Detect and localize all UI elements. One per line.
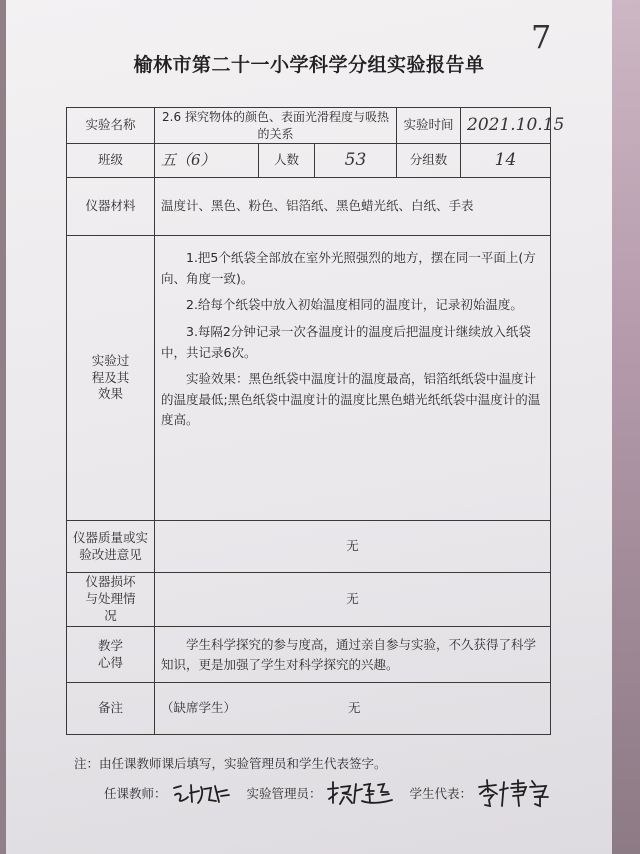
report-table xyxy=(66,107,565,735)
row-remarks xyxy=(67,683,551,735)
signature-line xyxy=(104,778,572,808)
admin-signature xyxy=(326,779,396,807)
row-quality xyxy=(67,521,551,573)
remarks-label: 备注 xyxy=(67,683,155,735)
damage-label: 仪器损坏与处理情况 xyxy=(67,573,155,627)
name-value: 2.6 探究物体的颜色、表面光滑程度与吸热的关系 xyxy=(155,108,397,144)
report-sheet xyxy=(6,0,612,854)
page-title: 榆林市第二十一小学科学分组实验报告单 xyxy=(133,54,485,76)
footer-note: 注：由任课教师课后填写，实验管理员和学生代表签字。 xyxy=(74,756,387,771)
absent-label: （缺席学生） xyxy=(161,700,237,716)
admin-signature-icon xyxy=(326,779,396,807)
count-value: 53 xyxy=(315,144,397,178)
process-content xyxy=(155,236,551,521)
row-experiment-name xyxy=(67,108,551,144)
row-damage xyxy=(67,573,551,627)
process-label: 实验过程及其效果 xyxy=(67,236,155,521)
page-number: 7 xyxy=(531,18,552,56)
process-result: 实验效果：黑色纸袋中温度计的温度最高，铝箔纸纸袋中温度计的温度最低;黑色纸袋中温度计的温度比黑色蜡光纸纸袋中温度计的温度高。 xyxy=(161,371,541,428)
process-step-3: 3.每隔2分钟记录一次各温度计的温度后把温度计继续放入纸袋中，共记录6次。 xyxy=(161,323,531,360)
row-process xyxy=(67,236,551,521)
count-label: 人数 xyxy=(259,144,315,178)
student-signature-icon xyxy=(476,778,558,808)
remarks-value: 无 xyxy=(348,700,361,716)
teacher-signature-icon xyxy=(171,780,233,806)
damage-value: 无 xyxy=(155,573,551,627)
quality-label: 仪器质量或实验改进意见 xyxy=(67,521,155,573)
groups-label: 分组数 xyxy=(397,144,461,178)
experience-label: 教学心得 xyxy=(67,627,155,683)
row-materials xyxy=(67,178,551,236)
class-label: 班级 xyxy=(67,144,155,178)
remarks-content xyxy=(155,683,551,735)
row-class-info xyxy=(67,144,551,178)
row-experience xyxy=(67,627,551,683)
groups-value: 14 xyxy=(461,144,551,178)
time-value: 2021.10.15 xyxy=(461,108,551,144)
process-step-1: 1.把5个纸袋全部放在室外光照强烈的地方，摆在同一平面上(方向、角度一致)。 xyxy=(161,250,536,286)
student-label: 学生代表： xyxy=(409,786,473,801)
name-label: 实验名称 xyxy=(67,108,155,144)
teacher-signature xyxy=(171,780,233,806)
process-step-2: 2.给每个纸袋中放入初始温度相同的温度计，记录初始温度。 xyxy=(186,297,523,313)
class-value: 五（6） xyxy=(155,144,259,178)
quality-value: 无 xyxy=(155,521,551,573)
student-signature xyxy=(476,778,558,808)
time-label: 实验时间 xyxy=(397,108,461,144)
experience-value: 学生科学探究的参与度高，通过亲自参与实验，不久获得了科学知识，更是加强了学生对科学探究的兴趣。 xyxy=(155,627,551,683)
materials-label: 仪器材料 xyxy=(67,178,155,236)
admin-label: 实验管理员： xyxy=(246,786,322,801)
teacher-label: 任课教师： xyxy=(104,786,167,801)
materials-value: 温度计、黑色、粉色、铝箔纸、黑色蜡光纸、白纸、手表 xyxy=(155,178,551,236)
